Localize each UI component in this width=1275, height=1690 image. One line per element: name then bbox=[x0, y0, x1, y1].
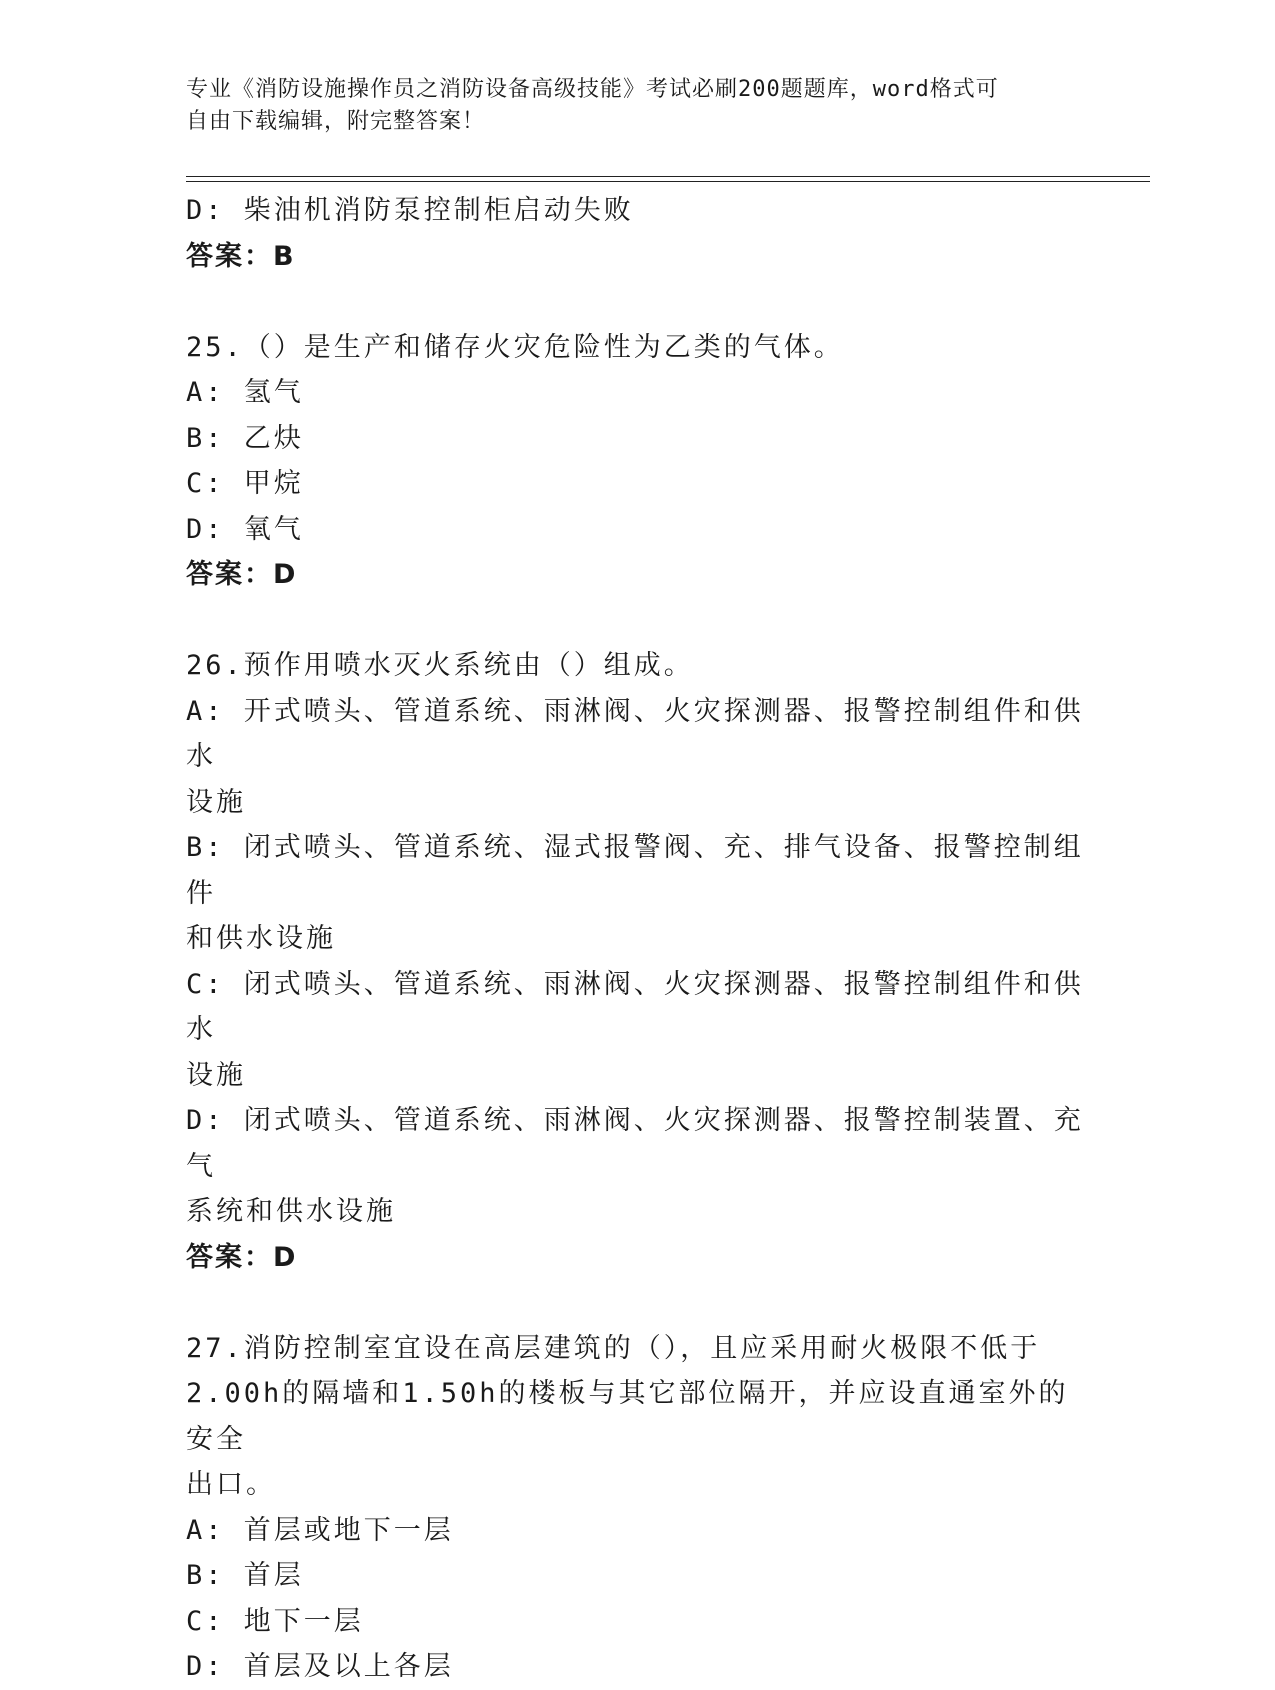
option-d: D: 氧气 bbox=[186, 513, 304, 545]
answer: 答案：D bbox=[186, 559, 298, 590]
answer: 答案：B bbox=[186, 240, 296, 272]
option-b: B: 乙炔 bbox=[186, 422, 304, 454]
option-d-line-1: D: 闭式喷头、管道系统、雨淋阀、火灾探测器、报警控制装置、充气 bbox=[186, 1105, 1084, 1182]
question-content bbox=[186, 188, 1086, 1690]
option-c-line-2: 设施 bbox=[186, 1059, 246, 1091]
option-d: D: 首层及以上各层 bbox=[186, 1651, 454, 1682]
option-c-line-1: C: 闭式喷头、管道系统、雨淋阀、火灾探测器、报警控制组件和供水 bbox=[186, 968, 1084, 1045]
spacer bbox=[186, 598, 1086, 644]
question-text-line-2: 2.00h的隔墙和1.50h的楼板与其它部位隔开，并应设直通室外的安全 bbox=[186, 1378, 1069, 1455]
option-b-line-1: B: 闭式喷头、管道系统、湿式报警阀、充、排气设备、报警控制组件 bbox=[186, 832, 1084, 909]
question-text: 25.（）是生产和储存火灾危险性为乙类的气体。 bbox=[186, 331, 844, 363]
header-divider-top bbox=[186, 176, 1150, 177]
question-26 bbox=[186, 643, 1086, 1280]
question-text: 26.预作用喷水灭火系统由（）组成。 bbox=[186, 650, 694, 681]
option-c: C: 地下一层 bbox=[186, 1605, 364, 1637]
question-text-line-3: 出口。 bbox=[186, 1469, 276, 1500]
option-b-line-2: 和供水设施 bbox=[186, 923, 336, 954]
header-line-2: 自由下载编辑，附完整答案！ bbox=[186, 109, 486, 134]
question-27 bbox=[186, 1326, 1086, 1690]
question-text-line-1: 27.消防控制室宜设在高层建筑的（），且应采用耐火极限不低于 bbox=[186, 1332, 1041, 1364]
option-d-line-2: 系统和供水设施 bbox=[186, 1196, 396, 1227]
option-d: D: 柴油机消防泵控制柜启动失败 bbox=[186, 195, 634, 226]
option-a: A: 首层或地下一层 bbox=[186, 1514, 454, 1546]
question-25 bbox=[186, 325, 1086, 598]
option-b: B: 首层 bbox=[186, 1560, 304, 1591]
option-c: C: 甲烷 bbox=[186, 468, 304, 499]
option-a: A: 氢气 bbox=[186, 377, 304, 408]
spacer bbox=[186, 1280, 1086, 1326]
header-line-1: 专业《消防设施操作员之消防设备高级技能》考试必刷200题题库，word格式可 bbox=[186, 77, 999, 102]
answer: 答案：D bbox=[186, 1241, 298, 1273]
header-divider-bottom bbox=[186, 181, 1150, 182]
option-a-line-2: 设施 bbox=[186, 786, 246, 818]
option-a-line-1: A: 开式喷头、管道系统、雨淋阀、火灾探测器、报警控制组件和供水 bbox=[186, 695, 1084, 772]
spacer bbox=[186, 279, 1086, 325]
question-24 bbox=[186, 188, 1086, 279]
document-header bbox=[186, 74, 1086, 138]
